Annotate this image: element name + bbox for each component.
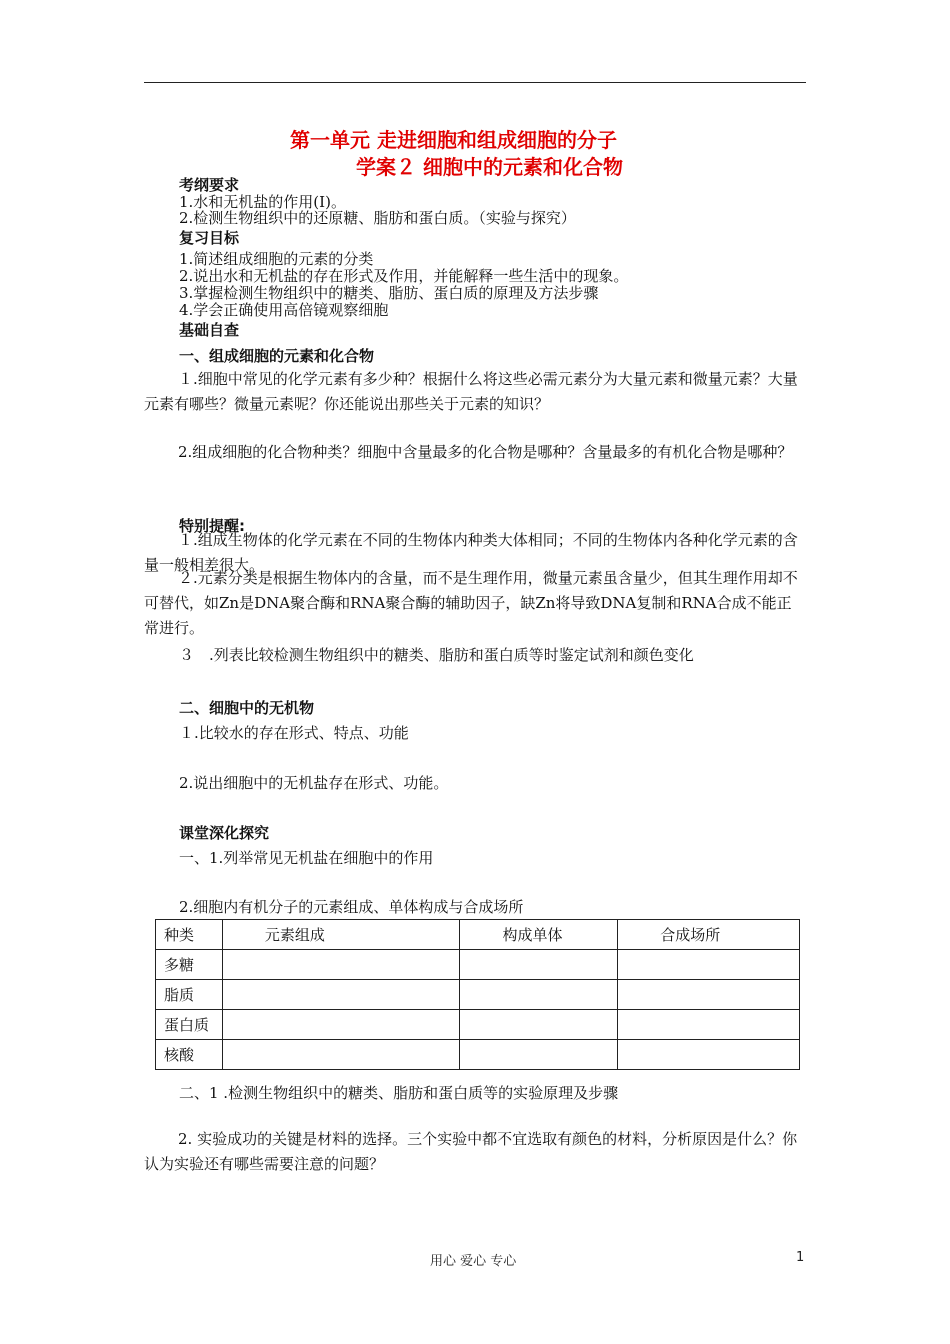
- table-header-row: [156, 920, 800, 950]
- tips-heading: 特别提醒:: [179, 517, 245, 535]
- table-cell: [460, 1010, 618, 1040]
- question-1: １.细胞中常见的化学元素有多少种？根据什么将这些必需元素分为大量元素和微量元素？大量元素有哪些？微量元素呢？你还能说出那些关于元素的知识？: [144, 370, 798, 413]
- table-cell: [618, 980, 800, 1010]
- ketang-question-3: 二、1 .检测生物组织中的糖类、脂肪和蛋白质等的实验原理及步骤: [179, 1084, 619, 1102]
- question-2: 2.组成细胞的化合物种类？细胞中含量最多的化合物是哪种？含量最多的有机化合物是哪种？: [178, 443, 793, 461]
- section2-heading: 二、细胞中的无机物: [179, 699, 315, 717]
- jichu-heading: 基础自查: [179, 321, 240, 339]
- mubiao-heading: 复习目标: [179, 229, 240, 247]
- tip-2: ２.元素分类是根据生物体内的含量，而不是生理作用，微量元素虽含量少，但其生理作用却不可替代，如Zn是DNA聚合酶和RNA聚合酶的辅助因子，缺Zn将导致DNA复制和RNA合成不能正常进行。: [144, 569, 798, 637]
- page-number: 1: [796, 1250, 805, 1265]
- ketang-question-4: 2. 实验成功的关键是材料的选择。三个实验中都不宜选取有颜色的材料，分析原因是什么？你认为实验还有哪些需要注意的问题？: [144, 1130, 798, 1173]
- ketang-question-1: 一、1.列举常见无机盐在细胞中的作用: [179, 849, 434, 867]
- table-cell: [222, 1010, 460, 1040]
- table-header-cell: 元素组成: [222, 920, 460, 950]
- kaogang-item-2: 2.检测生物组织中的还原糖、脂肪和蛋白质。（实验与探究）: [179, 209, 576, 227]
- mubiao-item-4: 4.学会正确使用高倍镜观察细胞: [179, 301, 389, 319]
- table-row-label: 核酸: [156, 1040, 223, 1070]
- footer-text: 用心 爱心 专心: [430, 1254, 517, 1269]
- kaogang-item-1: 1.水和无机盐的作用(Ⅰ)。: [179, 193, 346, 211]
- kaogang-heading: 考纲要求: [179, 176, 240, 194]
- organic-molecule-table: [155, 919, 800, 1070]
- section1-heading: 一、组成细胞的元素和化合物: [179, 347, 375, 365]
- ketang-heading: 课堂深化探究: [179, 824, 270, 842]
- table-row: [156, 950, 800, 980]
- table-header-cell: 构成单体: [460, 920, 618, 950]
- mubiao-item-2: 2.说出水和无机盐的存在形式及作用，并能解释一些生活中的现象。: [179, 267, 629, 285]
- table-cell: [222, 1040, 460, 1070]
- table-cell: [460, 1040, 618, 1070]
- table-cell: [618, 950, 800, 980]
- table-row-label: 脂质: [156, 980, 223, 1010]
- tip-3: ３ .列表比较检测生物组织中的糖类、脂肪和蛋白质等时鉴定试剂和颜色变化: [179, 646, 694, 664]
- table-row-label: 蛋白质: [156, 1010, 223, 1040]
- table-row: [156, 1040, 800, 1070]
- table-row: [156, 1010, 800, 1040]
- table-header-cell: 种类: [156, 920, 223, 950]
- table-cell: [460, 980, 618, 1010]
- section2-question-2: 2.说出细胞中的无机盐存在形式、功能。: [179, 774, 449, 792]
- table-cell: [618, 1040, 800, 1070]
- tip-1: １.组成生物体的化学元素在不同的生物体内种类大体相同；不同的生物体内各种化学元素的含量一般相差很大。: [144, 531, 798, 574]
- title-line2: 学案２ 细胞中的元素和化合物: [356, 155, 623, 179]
- title-line1: 第一单元 走进细胞和组成细胞的分子: [290, 128, 617, 152]
- table-cell: [222, 980, 460, 1010]
- table-cell: [222, 950, 460, 980]
- table-row: [156, 980, 800, 1010]
- table-cell: [618, 1010, 800, 1040]
- section2-question-1: １.比较水的存在形式、特点、功能: [179, 724, 409, 742]
- table-header-cell: 合成场所: [618, 920, 800, 950]
- mubiao-item-3: 3.掌握检测生物组织中的糖类、脂肪、蛋白质的原理及方法步骤: [179, 284, 599, 302]
- ketang-question-2: 2.细胞内有机分子的元素组成、单体构成与合成场所: [179, 898, 524, 916]
- mubiao-item-1: 1.简述组成细胞的元素的分类: [179, 250, 374, 268]
- table-row-label: 多糖: [156, 950, 223, 980]
- header-rule: [144, 82, 806, 83]
- table-cell: [460, 950, 618, 980]
